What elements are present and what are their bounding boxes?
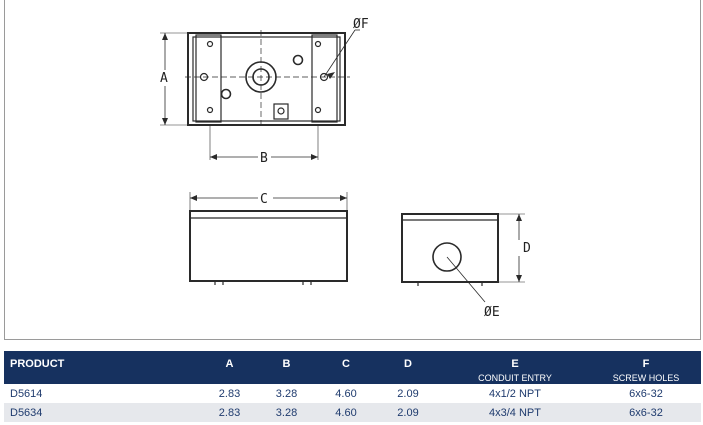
header-b: B [282, 358, 291, 370]
dimension-d-label: D [523, 241, 531, 256]
header-f-letter: F [642, 358, 650, 370]
cell-product: D5634 [10, 406, 43, 419]
diameter-f-label: ØF [353, 17, 369, 32]
dimension-a-label: A [160, 71, 168, 86]
header-f-subtitle: SCREW HOLES [612, 373, 680, 383]
spec-table-header [4, 351, 701, 384]
end-view [402, 214, 525, 302]
header-e-subtitle: CONDUIT ENTRY [478, 373, 552, 383]
header-d: D [404, 358, 412, 370]
cell-product: D5614 [10, 387, 43, 400]
top-view [160, 30, 360, 160]
cell-b: 3.28 [275, 406, 298, 419]
spec-table [4, 351, 701, 422]
cell-e: 4x3/4 NPT [489, 406, 541, 419]
side-view [190, 192, 347, 285]
dimension-b-label: B [260, 151, 268, 166]
drawing-canvas [5, 0, 702, 340]
table-row [4, 384, 701, 403]
cell-f: 6x6-32 [629, 406, 663, 419]
spec-table-body [4, 384, 701, 422]
header-e-letter: E [511, 358, 519, 370]
cell-a: 2.83 [218, 387, 241, 400]
cell-f: 6x6-32 [629, 387, 663, 400]
cell-d: 2.09 [397, 406, 419, 419]
header-a: A [225, 358, 234, 370]
header-product: PRODUCT [10, 358, 65, 370]
header-e [439, 351, 591, 384]
cell-e: 4x1/2 NPT [489, 387, 541, 400]
technical-drawing [4, 0, 701, 340]
dimension-c-label: C [260, 192, 268, 207]
cell-b: 3.28 [275, 387, 298, 400]
cell-a: 2.83 [218, 406, 241, 419]
header-c: C [342, 358, 350, 370]
header-row [4, 351, 701, 384]
cell-d: 2.09 [397, 387, 419, 400]
cell-c: 4.60 [335, 387, 357, 400]
diameter-e-label: ØE [484, 305, 500, 320]
dimension-arrows [162, 33, 522, 282]
table-row [4, 403, 701, 422]
header-f [591, 351, 701, 384]
cell-c: 4.60 [335, 406, 357, 419]
